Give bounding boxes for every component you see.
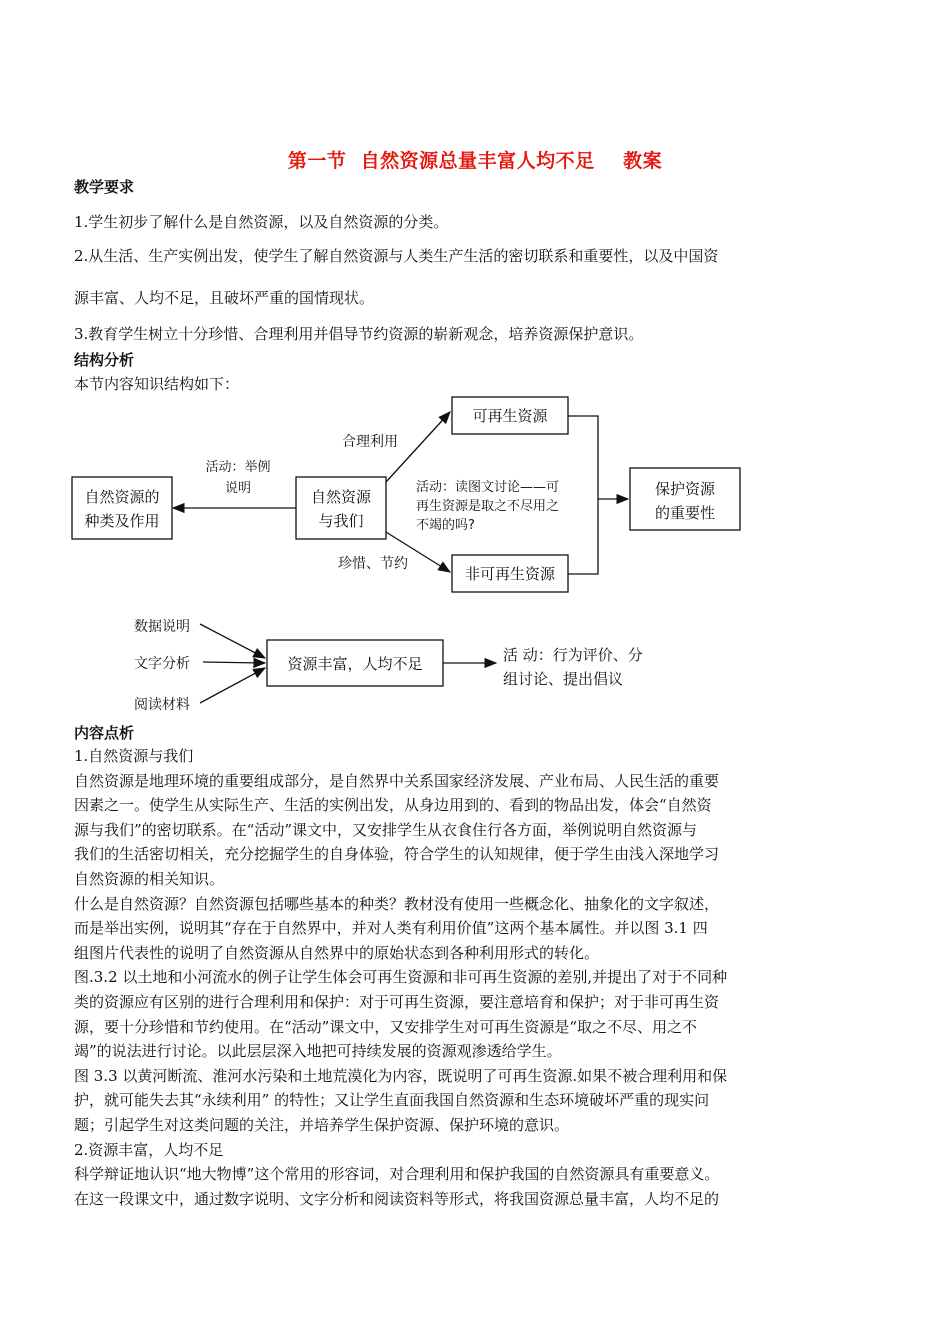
content-line: 图 3.3 以黄河断流、淮河水污染和土地荒漠化为内容，既说明了可再生资源.如果不被合理利用和保 bbox=[74, 1066, 728, 1085]
content-line: 竭”的说法进行讨论。以此层层深入地把可持续发展的资源观渗透给学生。 bbox=[74, 1042, 562, 1061]
label-rational-use: 合理利用 bbox=[342, 434, 398, 450]
box-renewable-label: 可再生资源 bbox=[472, 407, 548, 425]
box-protect-line2: 的重要性 bbox=[654, 504, 716, 522]
content-line: 在这一段课文中，通过数字说明、文字分析和阅读资料等形式，将我国资源总量丰富，人均不足的 bbox=[74, 1189, 720, 1208]
label-activity-example-2: 说明 bbox=[224, 481, 252, 496]
input-reading: 阅读材料 bbox=[134, 697, 190, 713]
label-discussion-2: 再生资源是取之不尽用之 bbox=[416, 499, 560, 514]
content-line: 因素之一。使学生从实际生产、生活的实例出发，从身边用到的、看到的物品出发，体会“自然资 bbox=[74, 796, 712, 815]
knowledge-structure-diagram bbox=[0, 390, 950, 600]
requirement-item-2-cont: 源丰富、人均不足，且破坏严重的国情现状。 bbox=[74, 289, 375, 307]
requirement-item-2: 2.从生活、生产实例出发，使学生了解自然资源与人类生产生活的密切联系和重要性，以及中国资 bbox=[74, 247, 719, 265]
content-line: 而是举出实例，说明其“存在于自然界中，并对人类有利用价值”这两个基本属性。并以图 3.1 四 bbox=[74, 919, 708, 938]
section-heading-content: 内容点析 bbox=[74, 724, 135, 742]
content-line: 图.3.2 以土地和小河流水的例子让学生体会可再生资源和非可再生资源的差别,并提出了对于不同种 bbox=[74, 968, 728, 987]
section-heading-structure: 结构分析 bbox=[74, 351, 135, 369]
content-line: 题；引起学生对这类问题的关注，并培养学生保护资源、保护环境的意识。 bbox=[74, 1115, 570, 1134]
box-types-line1: 自然资源的 bbox=[84, 488, 160, 506]
content-line: 源与我们”的密切联系。在“活动”课文中，又安排学生从衣食住行各方面，举例说明自然资源与 bbox=[74, 820, 698, 839]
center-label: 资源丰富，人均不足 bbox=[287, 655, 423, 673]
content-line: 科学辩证地认识“地大物博”这个常用的形容词，对合理利用和保护我国的自然资源具有重要意义。 bbox=[74, 1165, 720, 1184]
label-discussion-1: 活动：读图文讨论——可 bbox=[416, 480, 560, 495]
content-line: 类的资源应有区别的进行合理利用和保护：对于可再生资源，要注意培育和保护；对于非可再生资 bbox=[74, 992, 720, 1011]
activity-line2: 组讨论、提出倡议 bbox=[503, 670, 624, 688]
box-types-line2: 种类及作用 bbox=[84, 512, 160, 530]
box-we-line1: 自然资源 bbox=[310, 488, 372, 506]
requirement-item-1: 1.学生初步了解什么是自然资源，以及自然资源的分类。 bbox=[74, 213, 449, 231]
page-title: 第一节 自然资源总量丰富人均不足 教案 bbox=[287, 150, 663, 172]
label-discussion-3: 不竭的吗? bbox=[416, 518, 475, 533]
arrow-from-text bbox=[203, 662, 265, 663]
box-nonrenewable-label: 非可再生资源 bbox=[464, 565, 556, 583]
content-body bbox=[74, 744, 884, 1211]
content-line: 护，就可能失去其“永续利用” 的特性；又让学生直面我国自然资源和生态环境破坏严重的现实问 bbox=[74, 1091, 710, 1110]
structure-intro: 本节内容知识结构如下： bbox=[74, 375, 240, 393]
connector-renewable bbox=[568, 416, 598, 574]
box-protect-line1: 保护资源 bbox=[654, 480, 716, 498]
content-line: 源，要十分珍惜和节约使用。在“活动”课文中，又安排学生对可再生资源是“取之不尽、用之不 bbox=[74, 1017, 698, 1036]
arrow-from-reading bbox=[200, 668, 265, 703]
label-activity-example-1: 活动：举例 bbox=[205, 460, 271, 475]
box-we-line2: 与我们 bbox=[318, 512, 364, 530]
input-data: 数据说明 bbox=[134, 619, 190, 635]
content-line: 2.资源丰富，人均不足 bbox=[74, 1140, 224, 1159]
activity-line1: 活 动：行为评价、分 bbox=[503, 646, 643, 664]
input-text: 文字分析 bbox=[134, 656, 190, 672]
content-line: 我们的生活密切相关，充分挖掘学生的自身体验，符合学生的认知规律，便于学生由浅入深地学习 bbox=[74, 845, 720, 864]
content-line: 自然资源是地理环境的重要组成部分，是自然界中关系国家经济发展、产业布局、人民生活的重要 bbox=[74, 771, 720, 790]
content-line: 组图片代表性的说明了自然资源从自然界中的原始状态到各种利用形式的转化。 bbox=[74, 943, 600, 962]
section-heading-requirements: 教学要求 bbox=[74, 178, 135, 196]
resource-summary-diagram bbox=[0, 606, 950, 716]
arrow-from-data bbox=[200, 624, 265, 658]
content-line: 1.自然资源与我们 bbox=[74, 747, 194, 765]
content-line: 什么是自然资源？自然资源包括哪些基本的种类？教材没有使用一些概念化、抽象化的文字叙述， bbox=[74, 894, 720, 913]
content-line: 自然资源的相关知识。 bbox=[74, 869, 225, 888]
label-cherish-save: 珍惜、节约 bbox=[338, 556, 408, 572]
requirement-item-3: 3.教育学生树立十分珍惜、合理利用并倡导节约资源的崭新观念，培养资源保护意识。 bbox=[74, 325, 644, 343]
